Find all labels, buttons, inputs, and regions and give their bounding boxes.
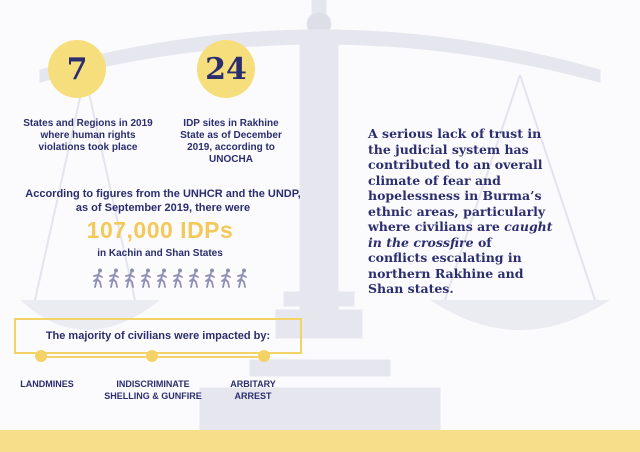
runner-icon [220, 268, 233, 288]
impact-dot-icon [35, 350, 47, 362]
stat-number-idp-sites: 24 [205, 51, 247, 87]
quote-after: of conflicts escalating in northern Rakhine and Shan states. [368, 234, 524, 296]
stat-circle-regions [48, 40, 106, 98]
idp-intro-text: According to figures from the UNHCR and the UNDP, as of September 2019, there were [25, 188, 301, 214]
stat-circle-idp-sites [197, 40, 255, 98]
quote-emphasis: caught in the crossfire [368, 219, 553, 250]
impact-dot-icon [146, 350, 158, 362]
impact-label-shelling: INDISCRIMINATE SHELLING & GUNFIRE [104, 379, 202, 401]
runner-icon [92, 268, 105, 288]
runner-icon [236, 268, 249, 288]
stat-text-idp-sites: IDP sites in Rakhine State as of December 2019, according to UNOCHA [180, 118, 282, 165]
quote-before: A serious lack of trust in the judicial system has contributed to an overall climate of fear and hopelessness in Burma’s ethnic areas, particularly where civilians are [368, 126, 546, 234]
runner-icon [108, 268, 121, 288]
runner-icon [156, 268, 169, 288]
impact-label-landmines: LANDMINES [20, 379, 74, 389]
quote-text [368, 126, 554, 297]
impact-dot-icon [258, 350, 270, 362]
impact-heading: The majority of civilians were impacted by: [45, 330, 271, 342]
runner-icon [204, 268, 217, 288]
runner-icon [124, 268, 137, 288]
stat-text-regions: States and Regions in 2019 where human rights violations took place [23, 118, 153, 153]
bottom-strip [0, 430, 640, 452]
stat-number-regions: 7 [66, 51, 88, 87]
idp-location: in Kachin and Shan States [97, 248, 223, 259]
runner-icon [172, 268, 185, 288]
runner-icon [140, 268, 153, 288]
runner-icon [188, 268, 201, 288]
impact-label-arrest: ARBITARY ARREST [230, 379, 276, 401]
impact-heading-box [14, 318, 302, 354]
runner-icons [92, 268, 249, 288]
idp-count: 107,000 IDPs [86, 217, 234, 243]
